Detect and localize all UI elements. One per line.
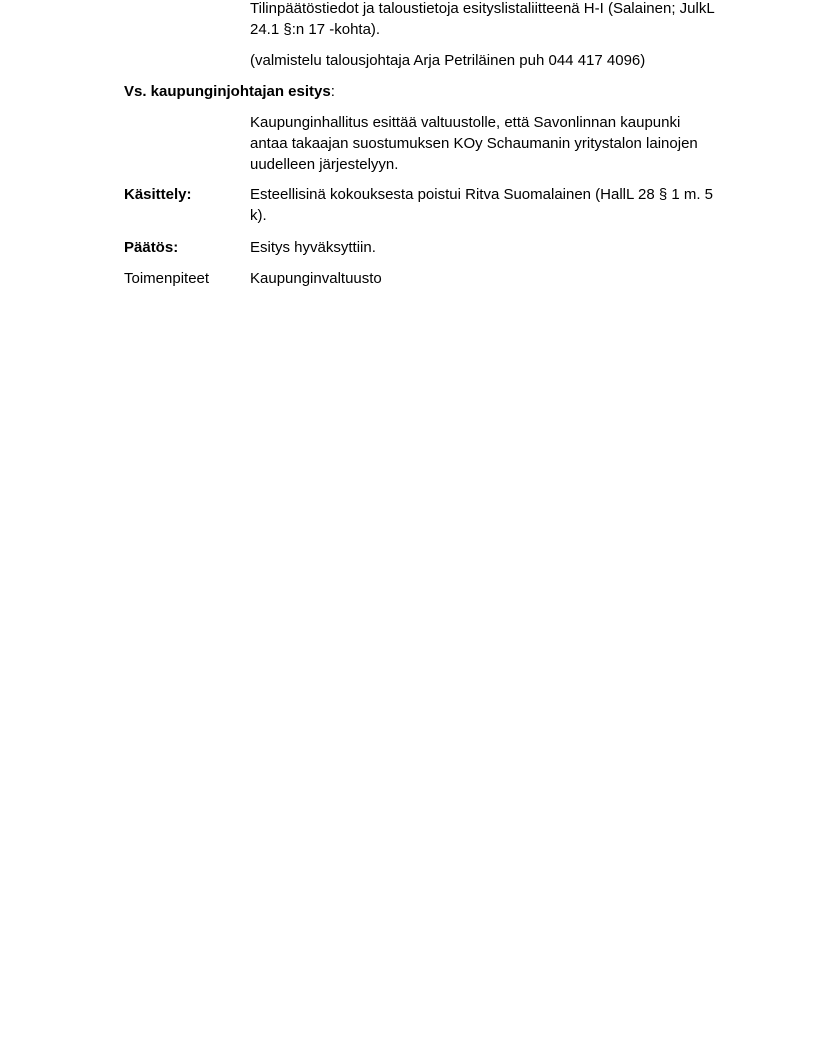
actions-label: Toimenpiteet	[124, 270, 210, 287]
decision-paragraph: Esitys hyväksyttiin.	[250, 239, 376, 256]
preparer-paragraph: (valmistelu talousjohtaja Arja Petriläinen puh 044 417 4096)	[250, 52, 646, 69]
attachment-paragraph: Tilinpäätöstiedot ja taloustietoja esityslistaliitteenä H-I (Salainen; JulkL 24.1 §:n 17 -kohta).	[250, 0, 715, 38]
handling-label: Käsittely:	[124, 186, 192, 203]
proposal-heading-colon: :	[330, 83, 335, 100]
handling-paragraph: Esteellisinä kokouksesta poistui Ritva Suomalainen (HallL 28 § 1 m. 5 k).	[250, 186, 714, 224]
proposal-heading	[124, 81, 335, 102]
decision-label: Päätös:	[124, 239, 179, 256]
actions-paragraph: Kaupunginvaltuusto	[250, 270, 382, 287]
proposal-heading-text: Vs. kaupunginjohtajan esitys	[124, 83, 331, 100]
proposal-paragraph: Kaupunginhallitus esittää valtuustolle, että Savonlinnan kaupunki antaa takaajan suostumuksen KOy Schaumanin yritystalon lainojen uudelleen järjestelyyn.	[250, 114, 698, 173]
